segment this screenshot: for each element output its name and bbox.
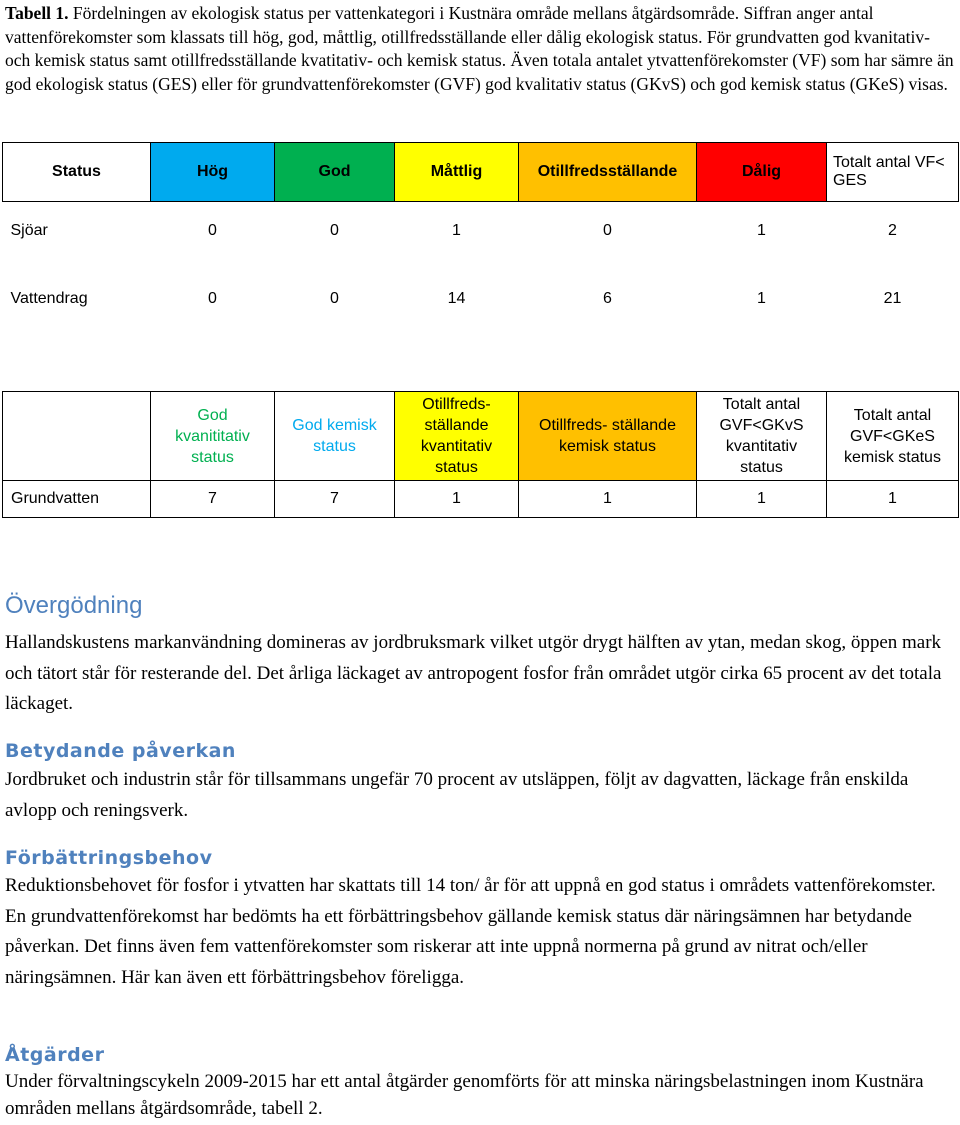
gw-header-total-kvantitativ: Totalt antal GVF<GKvS kvantitativ status bbox=[697, 392, 827, 481]
cell: 2 bbox=[888, 222, 897, 239]
groundwater-header-row bbox=[3, 392, 959, 481]
cell: 0 bbox=[208, 289, 217, 307]
header-row bbox=[3, 143, 959, 202]
header-otillfredsstallande: Otillfredsställande bbox=[519, 143, 697, 202]
header-status: Status bbox=[3, 143, 151, 202]
gw-header-god-kemisk: God kemisk status bbox=[275, 392, 395, 481]
cell: 0 bbox=[208, 222, 217, 239]
row-label-vattendrag: Vattendrag bbox=[10, 289, 88, 307]
gw-header-god-kvantitativ: God kvanititativ status bbox=[151, 392, 275, 481]
section-text-overgodning: Hallandskustens markanvändning domineras av jordbruksmark vilket utgör drygt hälften av ytan, medan skog, öppen mark och tätort står för resterande del. Det årliga läckaget av antropogent fosfor från området utgör cirka 65 procent av det totala läckaget. bbox=[5, 632, 942, 714]
cell: 7 bbox=[275, 481, 395, 518]
status-table bbox=[2, 142, 959, 518]
caption-label: Tabell 1. bbox=[5, 3, 69, 23]
cell: 7 bbox=[151, 481, 275, 518]
cell: 1 bbox=[757, 222, 766, 239]
cell: 1 bbox=[757, 289, 766, 307]
section-title-overgodning: Övergödning bbox=[5, 592, 143, 619]
cell: 1 bbox=[395, 481, 519, 518]
gw-header-otill-kvantitativ: Otillfreds-ställande kvantitativ status bbox=[395, 392, 519, 481]
section-title-forbattringsbehov: Förbättringsbehov bbox=[5, 847, 213, 869]
cell: 0 bbox=[330, 222, 339, 239]
table-caption bbox=[5, 2, 955, 96]
section-title-betydande-paverkan: Betydande påverkan bbox=[5, 740, 236, 762]
table-row bbox=[3, 273, 959, 324]
header-total: Totalt antal VF< GES bbox=[827, 143, 959, 202]
cell: 1 bbox=[452, 222, 461, 239]
cell: 6 bbox=[603, 289, 612, 307]
section-title-atgarder: Åtgärder bbox=[5, 1044, 105, 1066]
section-text-betydande-paverkan: Jordbruket och industrin står för tillsammans ungefär 70 procent av utsläppen, följt av dagvatten, läckage från enskilda avlopp och reningsverk. bbox=[5, 769, 909, 821]
cell: 0 bbox=[330, 289, 339, 307]
section-text-forbattringsbehov: Reduktionsbehovet för fosfor i ytvatten har skattats till 14 ton/ år för att uppnå en god status i områdets vattenförekomster. En grundvattenförekomst har bedömts ha ett förbättringsbehov gällande kemisk status där näringsämnen har betydande påverkan. Det finns även fem vattenförekomster som riskerar att inte uppnå normerna på grund av nitrat och/eller näringsämnen. Här kan även ett förbättringsbehov föreligga. bbox=[5, 875, 936, 988]
table-row bbox=[3, 481, 959, 518]
table-row bbox=[3, 202, 959, 274]
header-hog: Hög bbox=[151, 143, 275, 202]
row-label-sjoar: Sjöar bbox=[10, 222, 48, 239]
cell: 14 bbox=[447, 289, 466, 307]
section-text-atgarder: Under förvaltningscykeln 2009-2015 har ett antal åtgärder genomförts för att minska näringsbelastningen inom Kustnära områden mellans åtgärdsområde, tabell 2. bbox=[5, 1071, 924, 1119]
gw-header-otill-kemisk: Otillfreds- ställande kemisk status bbox=[519, 392, 697, 481]
spacer-row bbox=[3, 324, 959, 392]
cell: 1 bbox=[697, 481, 827, 518]
cell: 21 bbox=[883, 289, 902, 307]
row-label-grundvatten: Grundvatten bbox=[3, 481, 151, 518]
cell: 0 bbox=[603, 222, 612, 239]
caption-text: Fördelningen av ekologisk status per vattenkategori i Kustnära område mellans åtgärdsområde. Siffran anger antal vattenförekomster som klassats till hög, god, måttlig, otillfredsställande eller dålig ekologisk status. För grundvatten god kvanitativ- och kemisk status samt otillfredsställande kvatitativ- och kemisk status. Även totala antalet ytvattenförekomster (VF) som har sämre än god ekologisk status (GES) eller för grundvattenförekomster (GVF) god kvalitativ status (GKvS) och god kemisk status (GKeS) visas. bbox=[5, 3, 954, 94]
cell: 1 bbox=[827, 481, 959, 518]
gw-header-total-kemisk: Totalt antal GVF<GKeS kemisk status bbox=[827, 392, 959, 481]
header-dalig: Dålig bbox=[697, 143, 827, 202]
header-mattlig: Måttlig bbox=[395, 143, 519, 202]
header-god: God bbox=[275, 143, 395, 202]
groundwater-header-empty bbox=[3, 392, 151, 481]
cell: 1 bbox=[519, 481, 697, 518]
